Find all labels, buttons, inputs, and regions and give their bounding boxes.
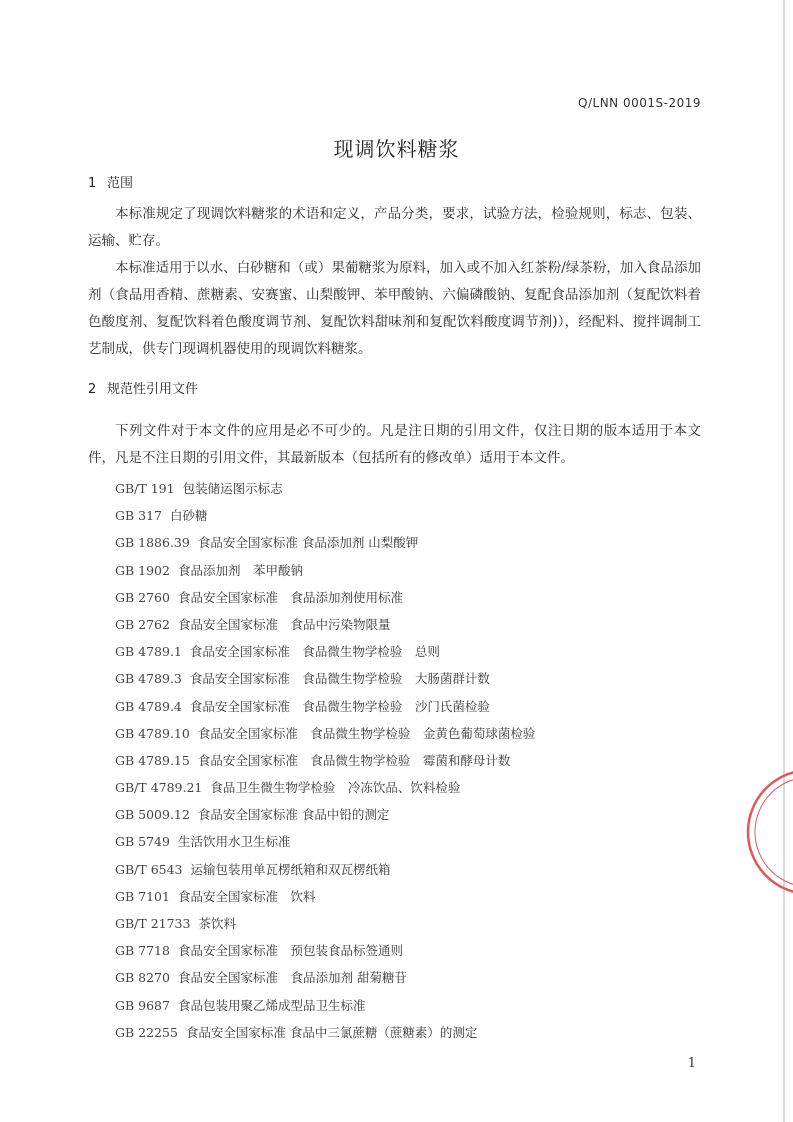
reference-item bbox=[115, 747, 535, 774]
reference-title: 食品安全国家标准 食品微生物学检验 总则 bbox=[189, 644, 440, 660]
reference-code: GB 7718 bbox=[115, 943, 170, 959]
reference-item bbox=[115, 584, 535, 611]
reference-item bbox=[115, 720, 535, 747]
reference-title: 食品安全国家标准 食品添加剂使用标准 bbox=[177, 589, 403, 605]
section-title: 规范性引用文件 bbox=[107, 382, 199, 397]
reference-code: GB 7101 bbox=[115, 888, 170, 904]
section-number: 2 bbox=[88, 382, 97, 397]
reference-code: GB/T 6543 bbox=[115, 861, 183, 877]
reference-title: 食品添加剂 苯甲酸钠 bbox=[177, 562, 303, 578]
reference-code: GB 2762 bbox=[115, 616, 170, 632]
section-number: 1 bbox=[88, 176, 97, 191]
reference-item bbox=[115, 502, 535, 529]
reference-code: GB 1886.39 bbox=[115, 535, 190, 551]
reference-title: 生活饮用水卫生标准 bbox=[177, 834, 291, 850]
reference-list bbox=[115, 475, 535, 1046]
reference-code: GB/T 4789.21 bbox=[115, 780, 203, 796]
reference-item bbox=[115, 937, 535, 964]
reference-item bbox=[115, 992, 535, 1019]
reference-title: 包装储运图示标志 bbox=[182, 481, 283, 496]
reference-title: 食品安全国家标准 食品中三氯蔗糖（蔗糖素）的测定 bbox=[185, 1024, 478, 1040]
reference-code: GB/T 191 bbox=[115, 481, 175, 496]
paragraph: 本标准规定了现调饮料糖浆的术语和定义，产品分类，要求，试验方法，检验规则，标志、包装、运输、贮存。 bbox=[88, 206, 701, 249]
reference-title: 食品安全国家标准 预包装食品标签通则 bbox=[177, 943, 403, 959]
reference-item bbox=[115, 910, 535, 937]
reference-code: GB 4789.10 bbox=[115, 725, 190, 741]
reference-title: 食品卫生微生物学检验 冷冻饮品、饮料检验 bbox=[210, 780, 461, 796]
document-title: 现调饮料糖浆 bbox=[333, 137, 460, 161]
reference-item bbox=[115, 529, 535, 556]
reference-item bbox=[115, 964, 535, 991]
reference-code: GB 22255 bbox=[115, 1024, 178, 1040]
reference-item bbox=[115, 557, 535, 584]
reference-item bbox=[115, 638, 535, 665]
reference-code: GB 9687 bbox=[115, 997, 170, 1013]
reference-item bbox=[115, 801, 535, 828]
standard-code: Q/LNN 0001S-2019 bbox=[578, 96, 701, 110]
reference-code: GB 2760 bbox=[115, 589, 170, 605]
reference-code: GB 4789.1 bbox=[115, 644, 182, 660]
reference-item bbox=[115, 1019, 535, 1046]
reference-title: 食品安全国家标准 食品添加剂 甜菊糖苷 bbox=[177, 970, 407, 986]
section-heading-scope bbox=[88, 172, 133, 191]
reference-title: 食品安全国家标准 食品中污染物限量 bbox=[177, 616, 391, 632]
reference-code: GB 5009.12 bbox=[115, 807, 190, 823]
page-number: 1 bbox=[687, 1056, 696, 1071]
reference-code: GB 4789.3 bbox=[115, 671, 182, 687]
reference-title: 白砂糖 bbox=[170, 508, 208, 524]
reference-item bbox=[115, 693, 535, 720]
section-heading-normative-references bbox=[88, 378, 198, 397]
reference-code: GB 5749 bbox=[115, 834, 170, 850]
reference-title: 食品安全国家标准 食品微生物学检验 霉菌和酵母计数 bbox=[197, 752, 511, 768]
reference-title: 食品安全国家标准 食品添加剂 山梨酸钾 bbox=[197, 535, 419, 551]
reference-title: 茶饮料 bbox=[198, 916, 236, 931]
reference-item bbox=[115, 475, 535, 502]
reference-code: GB 4789.15 bbox=[115, 752, 190, 768]
reference-code: GB 317 bbox=[115, 508, 163, 524]
reference-title: 运输包装用单瓦楞纸箱和双瓦楞纸箱 bbox=[190, 861, 391, 877]
paragraph: 本标准适用于以水、白砂糖和（或）果葡糖浆为原料，加入或不加入红茶粉/绿茶粉，加入食品添加剂（食品用香精、蔗糖素、安赛蜜、山梨酸钾、苯甲酸钠、六偏磷酸钠、复配食品添加剂（复配饮料着色酸度剂、复配饮料着色酸度调节剂、复配饮料甜味剂和复配饮料酸度调节剂)），经配料、搅拌调制工艺制成，供专门现调机器使用的现调饮料糖浆。 bbox=[88, 260, 701, 357]
reference-title: 食品包装用聚乙烯成型品卫生标准 bbox=[177, 997, 366, 1013]
reference-title: 食品安全国家标准 食品中铅的测定 bbox=[197, 807, 390, 823]
reference-code: GB/T 21733 bbox=[115, 916, 191, 931]
reference-title: 食品安全国家标准 饮料 bbox=[177, 888, 316, 904]
reference-code: GB 8270 bbox=[115, 970, 170, 986]
page-edge bbox=[783, 0, 785, 1122]
reference-title: 食品安全国家标准 食品微生物学检验 沙门氏菌检验 bbox=[189, 698, 490, 714]
reference-code: GB 1902 bbox=[115, 562, 170, 578]
reference-item bbox=[115, 883, 535, 910]
section-title: 范围 bbox=[107, 176, 134, 191]
reference-item bbox=[115, 828, 535, 855]
reference-title: 食品安全国家标准 食品微生物学检验 金黄色葡萄球菌检验 bbox=[197, 725, 536, 741]
paragraph: 下列文件对于本文件的应用是必不可少的。凡是注日期的引用文件，仅注日期的版本适用于本文件，凡是不注日期的引用文件，其最新版本（包括所有的修改单）适用于本文件。 bbox=[88, 423, 701, 466]
reference-item bbox=[115, 856, 535, 883]
reference-item bbox=[115, 665, 535, 692]
reference-item bbox=[115, 774, 535, 801]
reference-item bbox=[115, 611, 535, 638]
reference-title: 食品安全国家标准 食品微生物学检验 大肠菌群计数 bbox=[189, 671, 490, 687]
seal-stamp-icon bbox=[735, 760, 793, 910]
reference-code: GB 4789.4 bbox=[115, 698, 182, 714]
